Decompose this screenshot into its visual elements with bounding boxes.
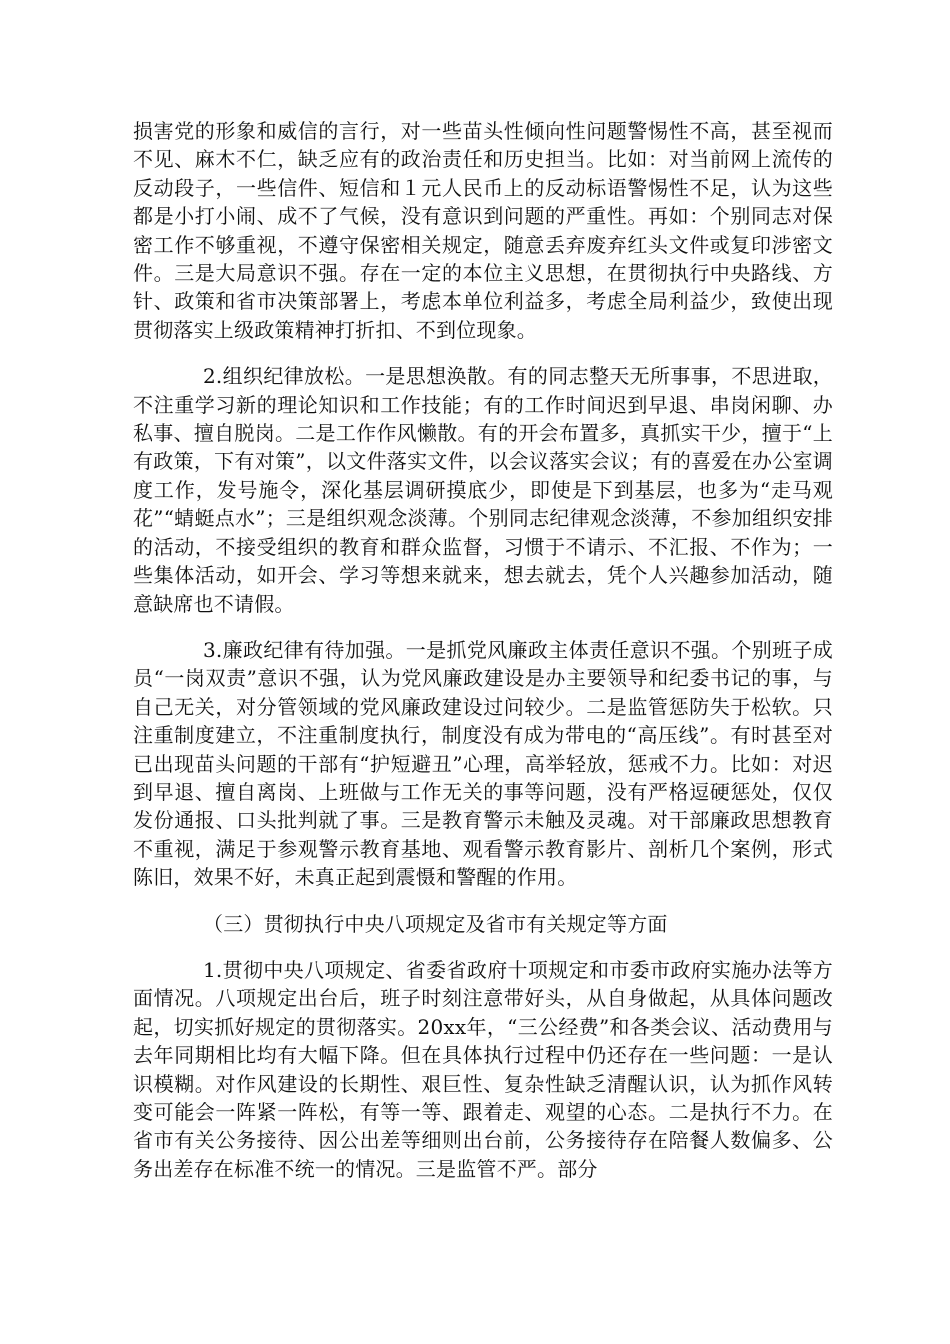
section-heading-eight-regulations: （三）贯彻执行中央八项规定及省市有关规定等方面 bbox=[203, 911, 668, 936]
paragraph-integrity-discipline: 3.廉政纪律有待加强。一是抓党风廉政主体责任意识不强。个别班子成员“一岗双责”意识不强，认为党风廉政建设是办主要领导和纪委书记的事，与自己无关，对分管领域的党风廉政建设过问较少。二是监管惩防失于松软。只注重制度建立，不注重制度执行，制度没有成为带电的“高压线”。有时甚至对已出现苗头问题的干部有“护短避丑”心理，高举轻放，惩戒不力。比如：对迟到早退、擅自离岗、上班做与工作无关的事等问题，没有严格逗硬惩处，仅仅发份通报、口头批判就了事。三是教育警示未触及灵魂。对干部廉政思想教育不重视，满足于参观警示教育基地、观看警示教育影片、剖析几个案例，形式陈旧，效果不好，未真正起到震慑和警醒的作用。 bbox=[133, 637, 833, 890]
paragraph-political-responsibility: 损害党的形象和威信的言行，对一些苗头性倾向性问题警惕性不高，甚至视而不见、麻木不仁，缺乏应有的政治责任和历史担当。比如：对当前网上流传的反动段子，一些信件、短信和１元人民币上的反动标语警惕性不足，认为这些都是小打小闹、成不了气候，没有意识到问题的严重性。再如：个别同志对保密工作不够重视，不遵守保密相关规定，随意丢弃废弃红头文件或复印涉密文件。三是大局意识不强。存在一定的本位主义思想，在贯彻执行中央路线、方针、政策和省市决策部署上，考虑本单位利益多，考虑全局利益少，致使出现贯彻落实上级政策精神打折扣、不到位现象。 bbox=[133, 119, 833, 342]
paragraph-organizational-discipline: 2.组织纪律放松。一是思想涣散。有的同志整天无所事事，不思进取，不注重学习新的理论知识和工作技能；有的工作时间迟到早退、串岗闲聊、办私事、擅自脱岗。二是工作作风懒散。有的开会布置多，真抓实干少，擅于“上有政策，下有对策”，以文件落实文件，以会议落实会议；有的喜爱在办公室调度工作，发号施令，深化基层调研摸底少，即使是下到基层，也多为“走马观花”“蜻蜓点水”；三是组织观念淡薄。个别同志纪律观念淡薄，不参加组织安排的活动，不接受组织的教育和群众监督，习惯于不请示、不汇报、不作为；一些集体活动，如开会、学习等想来就来，想去就去，凭个人兴趣参加活动，随意缺席也不请假。 bbox=[133, 364, 833, 616]
paragraph-eight-regulations-implementation: 1.贯彻中央八项规定、省委省政府十项规定和市委市政府实施办法等方面情况。八项规定出台后，班子时刻注意带好头，从自身做起，从具体问题改起，切实抓好规定的贯彻落实。20xx年，“三公经费”和各类会议、活动费用与去年同期相比均有大幅下降。但在具体执行过程中仍还存在一些问题：一是认识模糊。对作风建设的长期性、艰巨性、复杂性缺乏清醒认识，认为抓作风转变可能会一阵紧一阵松，有等一等、跟着走、观望的心态。二是执行不力。在省市有关公务接待、因公出差等细则出台前，公务接待存在陪餐人数偏多、公务出差存在标准不统一的情况。三是监管不严。部分 bbox=[133, 957, 833, 1181]
document-body bbox=[133, 117, 833, 1183]
